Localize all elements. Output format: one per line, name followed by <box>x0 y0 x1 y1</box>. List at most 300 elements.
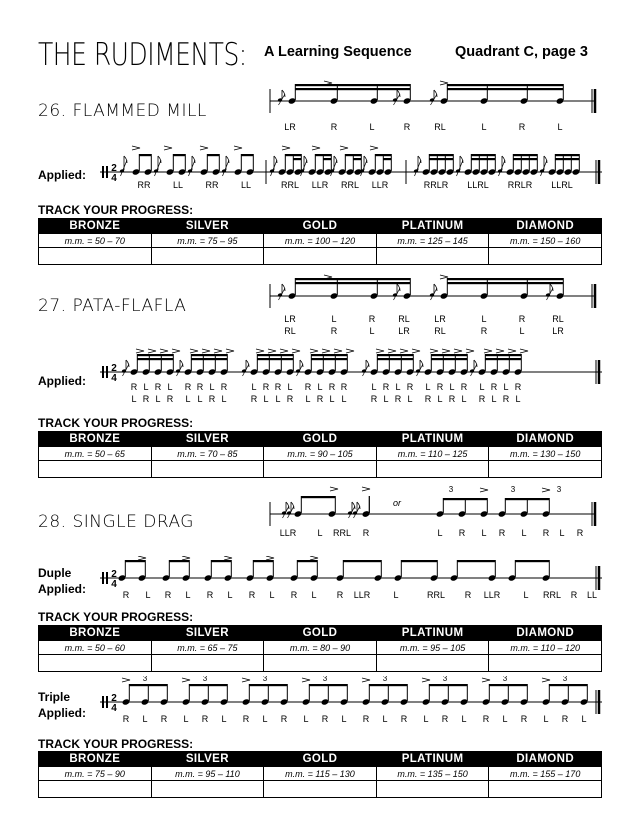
time-signature-top: 2 <box>111 363 117 374</box>
sticking-label: RRL <box>426 590 446 600</box>
sticking-label: L <box>317 382 323 392</box>
accent-mark <box>282 146 290 150</box>
sticking-label: L <box>209 382 215 392</box>
sticking-label: L <box>481 528 487 538</box>
sticking-label: RR <box>205 180 219 190</box>
accent-mark <box>362 487 370 491</box>
note-beam <box>447 88 563 90</box>
accent-mark <box>412 349 420 353</box>
sticking-label: R <box>382 382 390 392</box>
tempo-silver: m.m. = 70 – 85 <box>151 447 264 461</box>
sticking-label: LR <box>552 326 564 336</box>
percussion-clef <box>102 572 104 584</box>
note-beam <box>315 154 331 156</box>
time-signature-top: 2 <box>111 163 117 174</box>
note-beam <box>309 684 347 686</box>
note-beam <box>447 282 563 284</box>
sticking-label: LL <box>172 180 184 190</box>
accent-mark <box>430 349 438 353</box>
page-title: THE RUDIMENTS: <box>38 36 247 73</box>
accent-mark <box>292 349 300 353</box>
sticking-label: L <box>437 394 443 404</box>
accent-mark <box>370 146 378 150</box>
sticking-label: R <box>164 590 172 600</box>
note-beam <box>343 560 381 562</box>
sticking-label: L <box>369 122 375 132</box>
note-beam <box>125 560 145 562</box>
progress-cell[interactable] <box>39 248 152 265</box>
level-platinum: PLATINUM <box>376 219 489 234</box>
progress-cell[interactable] <box>489 655 602 672</box>
progress-cell[interactable] <box>151 655 264 672</box>
note-beam <box>257 354 293 356</box>
grace-flag <box>434 284 437 291</box>
sticking-label: RL <box>552 314 564 324</box>
accent-mark <box>454 349 462 353</box>
progress-cell[interactable] <box>376 461 489 478</box>
triplet-mark: 3 <box>562 676 568 683</box>
sticking-label: L <box>303 714 309 724</box>
sticking-label: R <box>460 382 468 392</box>
time-signature-bottom: 4 <box>111 173 117 184</box>
rudiment-28-triple-staff <box>96 676 606 726</box>
grace-flag <box>246 360 249 367</box>
sticking-label: R <box>142 394 150 404</box>
note-beam <box>137 354 173 356</box>
note-beam <box>323 158 331 160</box>
accent-mark <box>340 146 348 150</box>
note-beam <box>241 154 253 156</box>
sticking-label: R <box>448 394 456 404</box>
note-beam <box>345 154 361 156</box>
sticking-label: L <box>382 714 388 724</box>
accent-mark <box>334 349 342 353</box>
level-gold: GOLD <box>264 219 377 234</box>
sticking-label: R <box>400 714 408 724</box>
accent-mark <box>266 556 274 560</box>
grace-flag <box>286 502 289 509</box>
triplet-mark: 3 <box>448 485 454 494</box>
sticking-label: R <box>321 714 329 724</box>
progress-cell[interactable] <box>151 461 264 478</box>
level-diamond: DIAMOND <box>489 432 602 447</box>
note-beam <box>555 158 579 160</box>
sticking-label: R <box>520 714 528 724</box>
rudiment-28-progress-table <box>38 625 602 672</box>
note-beam <box>515 560 549 562</box>
sticking-label: R <box>518 314 526 324</box>
rudiment-28-duple-label-1: Duple <box>38 566 72 580</box>
percussion-clef <box>106 696 108 708</box>
accent-mark <box>202 349 210 353</box>
time-signature-top: 2 <box>111 569 117 580</box>
note-beam <box>311 354 347 356</box>
rudiment-27-applied-label: Applied: <box>38 374 86 388</box>
sticking-label: R <box>570 590 578 600</box>
note-beam <box>443 498 487 500</box>
sticking-label: L <box>317 528 323 538</box>
rudiment-26-staff <box>262 78 602 136</box>
sticking-label: L <box>145 590 151 600</box>
accent-mark <box>132 146 140 150</box>
level-silver: SILVER <box>151 219 264 234</box>
rudiment-27-progress-table <box>38 431 602 478</box>
progress-cell[interactable] <box>39 461 152 478</box>
tempo-gold: m.m. = 115 – 130 <box>264 767 377 781</box>
accent-mark <box>312 146 320 150</box>
note-beam <box>249 684 287 686</box>
note-beam <box>369 684 407 686</box>
sticking-label: R <box>242 714 250 724</box>
sticking-label: L <box>423 714 429 724</box>
grace-flag <box>282 284 285 291</box>
sticking-label: L <box>341 394 347 404</box>
note-beam <box>295 282 410 284</box>
sticking-label: R <box>330 326 338 336</box>
tempo-diamond: m.m. = 130 – 150 <box>489 447 602 461</box>
sticking-label: R <box>362 528 370 538</box>
tempo-bronze: m.m. = 50 – 60 <box>39 641 152 655</box>
sticking-label: R <box>458 528 466 538</box>
level-diamond: DIAMOND <box>489 752 602 767</box>
sticking-label: R <box>166 394 174 404</box>
accent-mark <box>508 349 516 353</box>
rudiment-27-progress-heading: TRACK YOUR PROGRESS: <box>38 416 194 430</box>
sticking-label: L <box>523 590 529 600</box>
sticking-label: LR <box>434 314 446 324</box>
level-gold: GOLD <box>264 432 377 447</box>
tempo-diamond: m.m. = 150 – 160 <box>489 234 602 248</box>
rudiment-26-progress-heading: TRACK YOUR PROGRESS: <box>38 203 194 217</box>
quadrant-label: Quadrant C, page 3 <box>455 44 588 60</box>
sticking-label: L <box>371 382 377 392</box>
grace-flag <box>550 284 553 291</box>
sticking-label: R <box>403 122 411 132</box>
level-diamond: DIAMOND <box>489 626 602 641</box>
accent-mark <box>376 349 384 353</box>
sticking-label: L <box>305 394 311 404</box>
sticking-label: R <box>336 590 344 600</box>
sticking-label: R <box>250 394 258 404</box>
note-beam <box>257 358 293 360</box>
triplet-mark: 3 <box>322 676 328 683</box>
progress-cell[interactable] <box>151 248 264 265</box>
tempo-silver: m.m. = 95 – 110 <box>151 767 264 781</box>
accent-mark <box>442 349 450 353</box>
accent-mark <box>310 556 318 560</box>
rudiment-28-progress-heading: TRACK YOUR PROGRESS: <box>38 610 194 624</box>
progress-cell[interactable] <box>264 781 377 798</box>
sticking-label: R <box>576 528 584 538</box>
rudiment-26-applied-staff <box>96 142 606 194</box>
sticking-label: R <box>482 714 490 724</box>
sticking-label: R <box>122 714 130 724</box>
sticking-label: LLRL <box>467 180 489 190</box>
note-beam <box>191 358 227 360</box>
sticking-label: RL <box>434 326 446 336</box>
sticking-label: RRL <box>332 528 352 538</box>
sticking-label: L <box>407 394 413 404</box>
tempo-platinum: m.m. = 135 – 150 <box>376 767 489 781</box>
sticking-label: L <box>142 714 148 724</box>
tempo-gold: m.m. = 80 – 90 <box>264 641 377 655</box>
sticking-label: RRL <box>542 590 562 600</box>
accent-mark <box>346 349 354 353</box>
progress-cell[interactable] <box>264 461 377 478</box>
note-beam <box>447 278 563 280</box>
progress-cell[interactable] <box>376 248 489 265</box>
triplet-mark: 3 <box>142 676 148 683</box>
grace-flag <box>474 360 477 367</box>
sticking-label: LLR <box>279 528 297 538</box>
note-beam <box>401 560 437 562</box>
accent-mark <box>400 349 408 353</box>
accent-mark <box>214 349 222 353</box>
note-beam <box>311 358 347 360</box>
sticking-label: L <box>581 714 587 724</box>
grace-flag <box>300 360 303 367</box>
progress-cell[interactable] <box>39 781 152 798</box>
sticking-label: LLRL <box>551 180 573 190</box>
sticking-label: L <box>262 714 268 724</box>
accent-mark <box>190 349 198 353</box>
sticking-label: L <box>369 326 375 336</box>
sticking-label: L <box>185 590 191 600</box>
rudiment-28-triple-label-2: Applied: <box>38 706 86 720</box>
sticking-label: R <box>490 382 498 392</box>
percussion-clef <box>102 696 104 708</box>
or-label: or <box>392 498 402 508</box>
note-beam <box>211 560 231 562</box>
sticking-label: R <box>130 382 138 392</box>
triplet-mark: 3 <box>502 676 508 683</box>
note-beam <box>489 684 527 686</box>
sticking-label: L <box>197 394 203 404</box>
progress-cell[interactable] <box>151 781 264 798</box>
sticking-label: L <box>269 590 275 600</box>
sticking-label: R <box>478 394 486 404</box>
sticking-label: R <box>316 394 324 404</box>
accent-mark <box>242 678 250 682</box>
accent-mark <box>310 349 318 353</box>
accent-mark <box>440 81 448 85</box>
accent-mark <box>182 678 190 682</box>
sticking-label: L <box>251 382 257 392</box>
grace-flag <box>397 284 400 291</box>
sticking-label: RR <box>137 180 151 190</box>
rudiment-27-applied-staff <box>96 348 606 408</box>
triplet-mark: 3 <box>382 676 388 683</box>
accent-mark <box>440 275 448 279</box>
percussion-clef <box>102 366 104 378</box>
note-beam <box>375 154 391 156</box>
progress-cell[interactable] <box>39 655 152 672</box>
time-signature-top: 2 <box>111 693 117 704</box>
sticking-label: LL <box>240 180 252 190</box>
sticking-label: L <box>449 382 455 392</box>
note-beam <box>555 154 579 156</box>
sticking-label: LR <box>284 122 296 132</box>
note-beam <box>353 158 361 160</box>
time-signature-bottom: 4 <box>111 373 117 384</box>
time-signature-bottom: 4 <box>111 579 117 590</box>
rudiment-28-triple-label-1: Triple <box>38 690 71 704</box>
note-beam <box>253 560 273 562</box>
note-beam <box>297 560 317 562</box>
note-beam <box>301 496 335 498</box>
sticking-label: R <box>498 528 506 538</box>
note-beam <box>513 158 537 160</box>
level-silver: SILVER <box>151 432 264 447</box>
page-subtitle: A Learning Sequence <box>264 44 412 60</box>
accent-mark <box>226 349 234 353</box>
sticking-label: L <box>183 714 189 724</box>
accent-mark <box>330 487 338 491</box>
sticking-label: R <box>518 122 526 132</box>
sticking-label: R <box>160 714 168 724</box>
accent-mark <box>122 678 130 682</box>
level-bronze: BRONZE <box>39 752 152 767</box>
sticking-label: L <box>331 314 337 324</box>
sticking-label: L <box>481 314 487 324</box>
sticking-label: R <box>424 394 432 404</box>
rudiment-26-title: 26. FLAMMED MILL <box>38 101 207 121</box>
sticking-label: R <box>436 382 444 392</box>
note-beam <box>471 158 495 160</box>
note-beam <box>377 358 413 360</box>
sticking-label: L <box>221 394 227 404</box>
note-beam <box>485 354 521 356</box>
sticking-label: R <box>370 394 378 404</box>
sticking-label: L <box>221 714 227 724</box>
rudiment-28-title: 28. SINGLE DRAG <box>38 512 194 532</box>
sticking-label: R <box>206 590 214 600</box>
accent-mark <box>482 678 490 682</box>
sticking-label: L <box>519 326 525 336</box>
percussion-clef <box>102 166 104 178</box>
sticking-label: R <box>304 382 312 392</box>
level-platinum: PLATINUM <box>376 432 489 447</box>
grace-flag <box>420 360 423 367</box>
sticking-label: R <box>262 382 270 392</box>
grace-flag <box>180 360 183 367</box>
accent-mark <box>542 488 550 492</box>
tempo-diamond: m.m. = 155 – 170 <box>489 767 602 781</box>
sticking-label: R <box>122 590 130 600</box>
tempo-diamond: m.m. = 110 – 120 <box>489 641 602 655</box>
sticking-label: RL <box>398 314 410 324</box>
rudiment-28-progress-table-2 <box>38 751 602 798</box>
sticking-label: R <box>328 382 336 392</box>
sticking-label: RRL <box>340 180 360 190</box>
sticking-label: R <box>394 394 402 404</box>
level-silver: SILVER <box>151 752 264 767</box>
rudiment-26-applied-label: Applied: <box>38 168 86 182</box>
progress-cell[interactable] <box>376 781 489 798</box>
accent-mark <box>136 349 144 353</box>
note-beam <box>189 684 227 686</box>
triplet-mark: 3 <box>510 485 516 494</box>
triplet-mark: 3 <box>262 676 268 683</box>
note-beam <box>429 154 453 156</box>
note-beam <box>293 158 301 160</box>
accent-mark <box>256 349 264 353</box>
sticking-label: RL <box>434 122 446 132</box>
sticking-label: R <box>464 590 472 600</box>
rudiment-27-staff <box>262 272 602 340</box>
sticking-label: R <box>286 394 294 404</box>
triplet-mark: 3 <box>202 676 208 683</box>
sticking-label: L <box>502 714 508 724</box>
accent-mark <box>164 146 172 150</box>
sticking-label: LR <box>398 326 410 336</box>
sticking-label: L <box>275 394 281 404</box>
accent-mark <box>200 146 208 150</box>
sticking-label: L <box>521 528 527 538</box>
note-beam <box>431 354 467 356</box>
grace-flag <box>366 360 369 367</box>
sticking-label: L <box>143 382 149 392</box>
progress-cell[interactable] <box>489 248 602 265</box>
progress-cell[interactable] <box>264 248 377 265</box>
sticking-label: R <box>561 714 569 724</box>
accent-mark <box>268 349 276 353</box>
note-beam <box>471 154 495 156</box>
note-beam <box>295 84 410 86</box>
sticking-label: L <box>227 590 233 600</box>
note-beam <box>139 154 151 156</box>
sticking-label: L <box>543 714 549 724</box>
note-beam <box>295 88 410 90</box>
grace-flag <box>291 502 294 509</box>
progress-cell[interactable] <box>489 781 602 798</box>
progress-cell[interactable] <box>489 461 602 478</box>
sticking-label: R <box>542 528 550 538</box>
note-beam <box>129 684 167 686</box>
tempo-platinum: m.m. = 110 – 125 <box>376 447 489 461</box>
sticking-label: L <box>479 382 485 392</box>
note-beam <box>429 158 453 160</box>
progress-cell[interactable] <box>264 655 377 672</box>
sticking-label: L <box>437 528 443 538</box>
accent-mark <box>234 146 242 150</box>
note-beam <box>383 158 391 160</box>
accent-mark <box>280 349 288 353</box>
rudiment-28-duple-label-2: Applied: <box>38 582 86 596</box>
triplet-mark: 3 <box>442 676 448 683</box>
accent-mark <box>362 678 370 682</box>
sticking-label: L <box>383 394 389 404</box>
sticking-label: RRLR <box>423 180 449 190</box>
sticking-label: R <box>330 122 338 132</box>
level-gold: GOLD <box>264 752 377 767</box>
sticking-label: R <box>274 382 282 392</box>
level-bronze: BRONZE <box>39 219 152 234</box>
sticking-label: L <box>155 394 161 404</box>
level-gold: GOLD <box>264 626 377 641</box>
level-diamond: DIAMOND <box>489 219 602 234</box>
sticking-label: R <box>208 394 216 404</box>
sticking-label: R <box>514 382 522 392</box>
level-platinum: PLATINUM <box>376 626 489 641</box>
sticking-label: L <box>395 382 401 392</box>
sticking-label: L <box>287 382 293 392</box>
progress-cell[interactable] <box>376 655 489 672</box>
note-beam <box>285 154 301 156</box>
sticking-label: L <box>481 122 487 132</box>
sticking-label: R <box>502 394 510 404</box>
tempo-gold: m.m. = 90 – 105 <box>264 447 377 461</box>
